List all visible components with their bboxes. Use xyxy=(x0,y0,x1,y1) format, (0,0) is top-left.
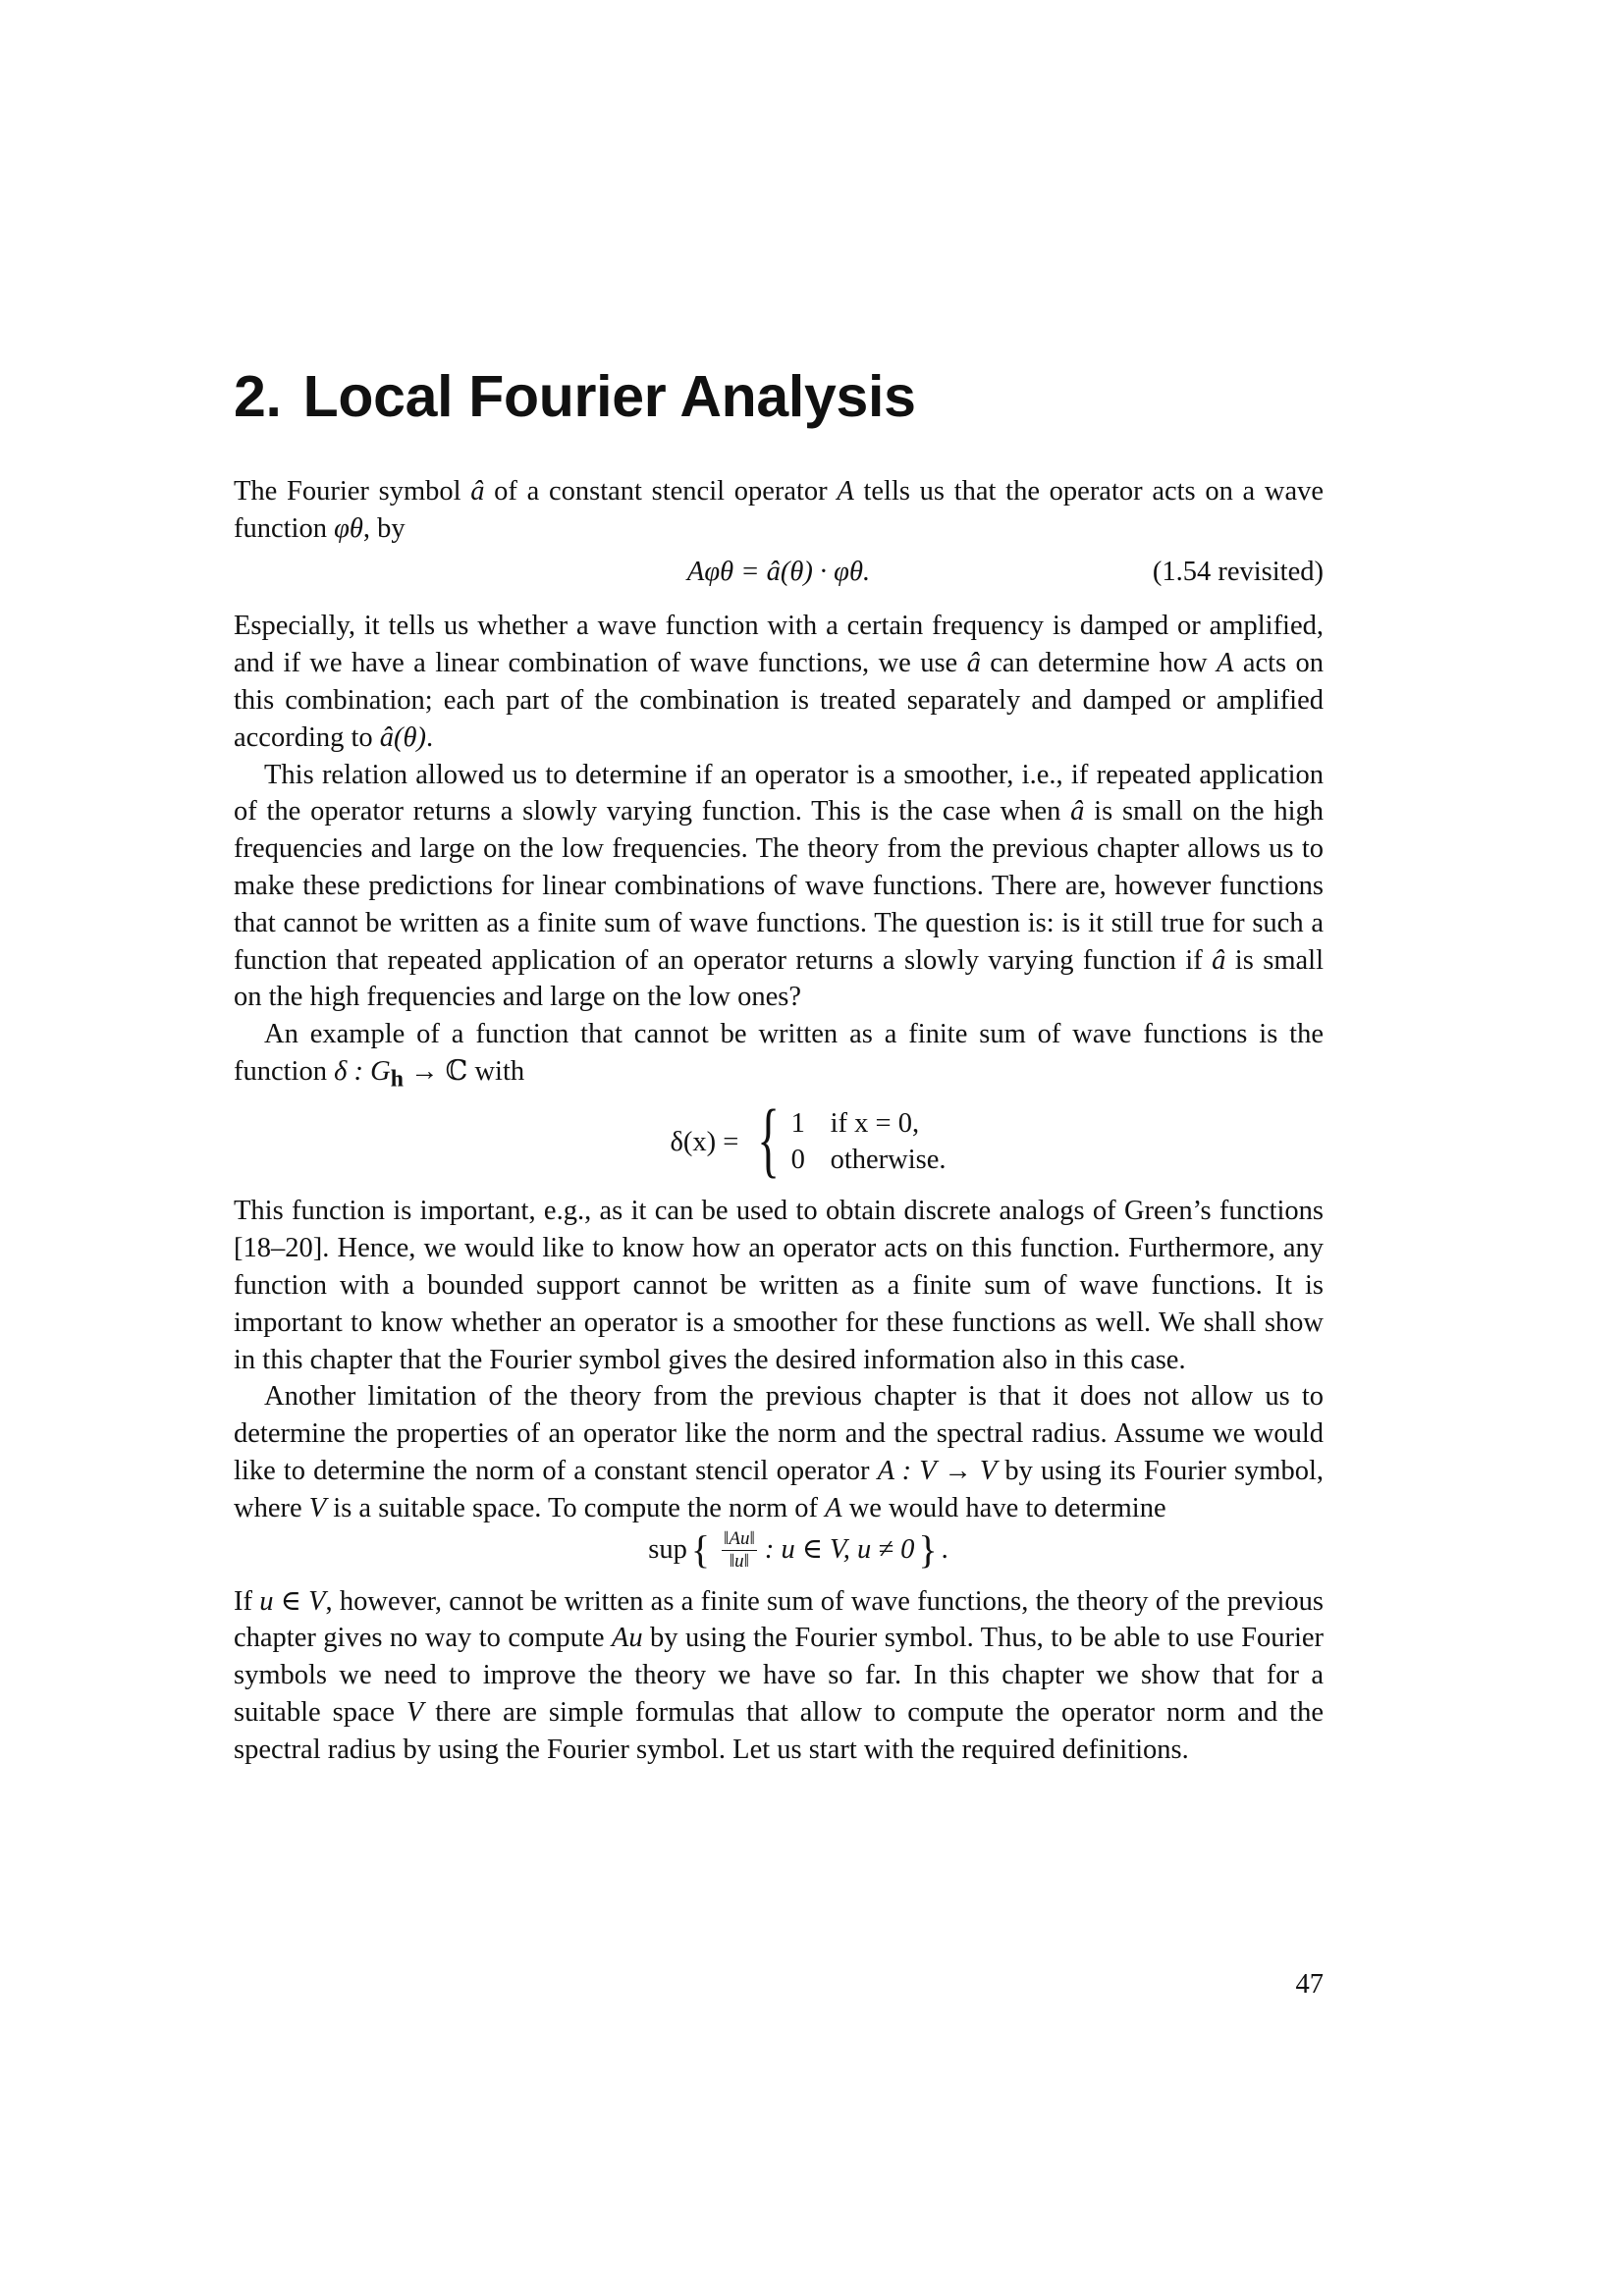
page-number: 47 xyxy=(1295,1969,1324,2000)
norm-fraction: $\frac{‖Au‖}{‖u‖}$ xyxy=(724,1527,755,1572)
paragraph-intro: The Fourier symbol â of a constant stencil operator A tells us that the operator acts on a wave function φθ, by xyxy=(234,476,1324,544)
paragraph-limitation: Another limitation of the theory from the previous chapter is that it does not allow us to determine the properties of an operator like the norm and the spectral radius. Assume we would like to determine the norm of a constant stencil operator A : V → V by using its Fourier symbol, where V is a suitable space. To compute the norm of A we would have to determine xyxy=(234,1381,1324,1523)
right-brace-icon: } xyxy=(918,1527,938,1573)
equation-tag: (1.54 revisited) xyxy=(1152,556,1324,587)
equation-fourier-symbol: Aφθ = â(θ) · φθ. (1.54 revisited) xyxy=(234,554,1324,591)
page-content xyxy=(234,353,1324,1769)
paragraph-importance: This function is important, e.g., as it can be used to obtain discrete analogs of Green’s functions [18–20]. Hence, we would like to know how an operator acts on this function. Furthermore, any function with a bounded support cannot be written as a finite sum of wave functions. It is important to know whether an operator is a smoother for these functions as well. We shall show in this chapter that the Fourier symbol gives the desired information also in this case. xyxy=(234,1196,1324,1375)
chapter-heading xyxy=(234,353,1324,440)
left-brace-icon: { xyxy=(690,1527,711,1573)
chapter-title: Local Fourier Analysis xyxy=(302,364,916,429)
equation-delta-function: δ(x) = { 1 if x = 0, 0 otherwise. xyxy=(670,1092,947,1187)
paragraph-relation: This relation allowed us to determine if an operator is a smoother, i.e., if repeated application of the operator returns a slowly varying function. This is the case when â is small on the high frequencies and large on the low frequencies. The theory from the previous chapter allows us to make these predictions for linear combinations of wave functions. There are, however functions that cannot be written as a finite sum of wave functions. The question is: is it still true for such a function that repeated application of an operator returns a slowly varying function if â is small on the high frequencies and large on the low ones? xyxy=(234,759,1324,1013)
equation-operator-norm: sup { $\frac{‖Au‖}{‖u‖}$ : u ∈ V, u ≠ 0 } . xyxy=(648,1527,948,1573)
paragraph-example: An example of a function that cannot be written as a finite sum of wave functions is the function δ : $G_h$ → ℂ with xyxy=(234,1019,1324,1093)
paragraph-especially: Especially, it tells us whether a wave function with a certain frequency is damped or amplified, and if we have a linear combination of wave functions, we use â can determine how A acts on this combination; each part of the combination is treated separately and damped or amplified according to â(θ). xyxy=(234,611,1325,753)
paragraph-conclusion: If u ∈ V, however, cannot be written as a finite sum of wave functions, the theory of the previous chapter gives no way to compute Au by using the Fourier symbol. Thus, to be able to use Fourier symbols we need to improve the theory we have so far. In this chapter we show that for a suitable space V there are simple formulas that allow to compute the operator norm and the spectral radius by using the Fourier symbol. Let us start with the required definitions. xyxy=(234,1585,1325,1765)
left-brace-icon: { xyxy=(757,1092,781,1187)
chapter-number: 2. xyxy=(234,364,282,429)
